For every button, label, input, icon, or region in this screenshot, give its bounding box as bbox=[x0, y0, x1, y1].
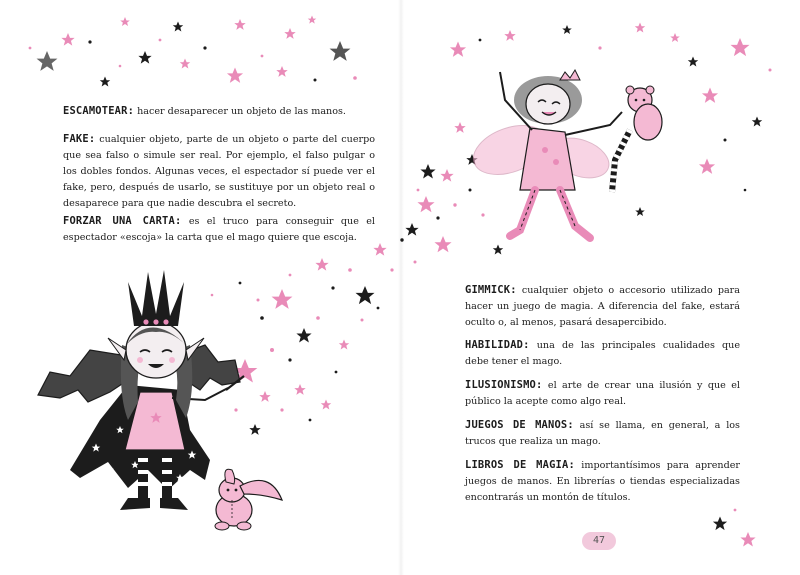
glossary-entry-habilidad: HABILIDAD: una de las principales cualidades que debe tener el mago. bbox=[465, 339, 741, 367]
entry-definition: una de las principales cualidades que debe tener el mago. bbox=[465, 340, 741, 367]
bunny-plush-illustration bbox=[215, 469, 282, 530]
star-field-top-left bbox=[29, 16, 357, 87]
glossary-entry-escamotear: ESCAMOTEAR: hacer desaparecer un objeto de las manos. bbox=[63, 105, 346, 117]
entry-term: ILUSIONISMO bbox=[465, 379, 537, 391]
entry-term: FAKE bbox=[63, 133, 89, 145]
glossary-entry-forzar-una-carta: FORZAR UNA CARTA: es el truco para conseguir que el espectador «escoja» la carta que el mago quiere que escoja. bbox=[63, 215, 375, 243]
entry-definition: cualquier objeto, parte de un objeto o parte del cuerpo que sea falso o simule ser real. Por ejemplo, el falso pulgar o los dobles fondos. Algunas veces, el espectador sí puede ver el fake, pero, después de usarlo, se sustituye por un objeto real o desaparece para que nadie descubra el secreto. bbox=[63, 134, 375, 209]
vampire-girl-illustration bbox=[38, 270, 244, 510]
entry-definition: hacer desaparecer un objeto de las manos. bbox=[137, 106, 346, 117]
entry-definition: el arte de crear una ilusión y que el público la acepte como algo real. bbox=[465, 380, 740, 407]
star-field-bottom-right bbox=[713, 509, 756, 547]
page-number: 47 bbox=[582, 532, 616, 550]
glossary-entry-juegos-de-manos: JUEGOS DE MANOS: así se llama, en general, a los trucos que realiza un mago. bbox=[465, 419, 740, 447]
fairy-girl-illustration bbox=[467, 70, 662, 238]
entry-term: FORZAR UNA CARTA bbox=[63, 215, 175, 227]
entry-term: LIBROS DE MAGIA bbox=[465, 459, 569, 471]
glossary-entry-gimmick: GIMMICK: cualquier objeto o accesorio utilizado para hacer un juego de magia. A diferencia del fake, estará oculto o, al menos, pasará desapercibido. bbox=[465, 284, 740, 328]
glossary-entry-ilusionismo: ILUSIONISMO: el arte de crear una ilusión y que el público la acepte como algo real. bbox=[465, 379, 740, 407]
glossary-entry-fake: FAKE: cualquier objeto, parte de un objeto o parte del cuerpo que sea falso o simule ser real. Por ejemplo, el falso pulgar o los dobles fondos. Algunas veces, el espectador sí puede ver el fake, pero, después de usarlo, se sustituye por un objeto real o desaparece para que nadie descubra el secreto. bbox=[63, 133, 375, 209]
entry-definition: cualquier objeto o accesorio utilizado para hacer un juego de magia. A diferencia del fake, estará oculto o, al menos, pasará desapercibido. bbox=[465, 285, 740, 328]
entry-term: HABILIDAD bbox=[465, 339, 524, 351]
entry-definition: es el truco para conseguir que el espectador «escoja» la carta que el mago quiere que escoja. bbox=[63, 216, 375, 243]
entry-definition: así se llama, en general, a los trucos que realiza un mago. bbox=[465, 420, 740, 447]
entry-definition: importantísimos para aprender juegos de manos. En librerías o tiendas especializadas encontrarás un montón de títulos. bbox=[465, 460, 740, 503]
entry-term: ESCAMOTEAR bbox=[63, 105, 128, 117]
entry-term: GIMMICK bbox=[465, 284, 511, 296]
glossary-entry-libros-de-magia: LIBROS DE MAGIA: importantísimos para aprender juegos de manos. En librerías o tiendas especializadas encontrarás un montón de títulos. bbox=[465, 459, 740, 503]
entry-term: JUEGOS DE MANOS bbox=[465, 419, 568, 431]
